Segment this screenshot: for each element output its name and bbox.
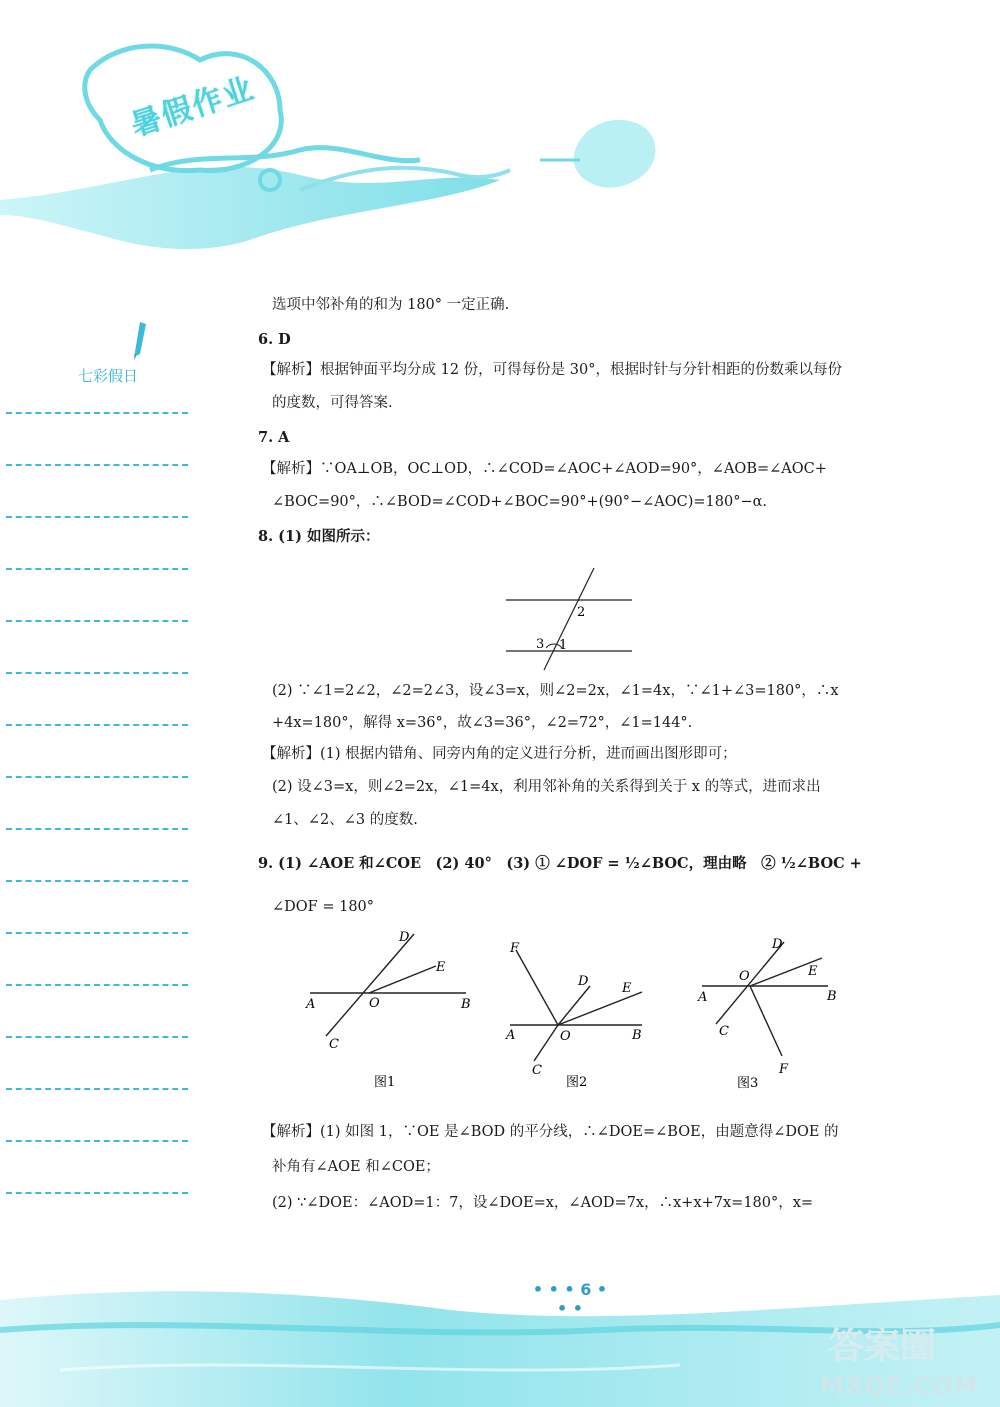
divider bbox=[6, 880, 188, 882]
svg-text:F: F bbox=[779, 1062, 789, 1077]
explanation-line: 【解析】根据钟面平均分成 12 份，可得每份是 30°，根据时针与分针相距的份数乘以每份 bbox=[262, 362, 842, 378]
explanation-line: ∠BOC=90°，∴∠BOD=∠COD+∠BOC=90°+(90°−∠AOC)=180°−α. bbox=[272, 494, 767, 510]
divider bbox=[6, 464, 188, 466]
explanation-line: 【解析】(1) 根据内错角、同旁内角的定义进行分析，进而画出图形即可； bbox=[262, 746, 737, 762]
svg-text:C: C bbox=[719, 1024, 729, 1039]
svg-text:B: B bbox=[827, 989, 837, 1004]
divider bbox=[6, 1036, 188, 1038]
banner-title: 暑假作业 bbox=[126, 70, 260, 144]
watermark-text: MXQE.COM bbox=[820, 1372, 979, 1400]
divider bbox=[6, 620, 188, 622]
svg-text:O: O bbox=[739, 969, 750, 984]
svg-text:D: D bbox=[578, 974, 589, 989]
divider bbox=[6, 1192, 188, 1194]
figure-1 bbox=[296, 926, 486, 1091]
divider bbox=[6, 1088, 188, 1090]
svg-text:E: E bbox=[436, 960, 446, 975]
text-line: (2) ∵∠1=2∠2，∠2=2∠3，设∠3=x，则∠2=2x，∠1=4x，∵∠1+∠3=180°，∴x bbox=[272, 683, 839, 699]
answer-7: 7. A bbox=[258, 429, 290, 446]
divider bbox=[6, 776, 188, 778]
caption-fig1: 图1 bbox=[374, 1075, 396, 1090]
divider bbox=[6, 932, 188, 934]
svg-text:D: D bbox=[399, 930, 410, 945]
svg-text:E: E bbox=[808, 964, 818, 979]
answer-9: 9. (1) ∠AOE 和∠COE (2) 40° (3) ① ∠DOF = ½∠BOC，理由略 ② ½∠BOC + bbox=[258, 855, 862, 872]
divider bbox=[6, 516, 188, 518]
page-number: • • • 6 • • • bbox=[532, 1280, 608, 1318]
divider bbox=[6, 984, 188, 986]
text-line: ∠DOF = 180° bbox=[272, 899, 375, 915]
explanation-line: 【解析】∵OA⊥OB，OC⊥OD，∴∠COD=∠AOC+∠AOD=90°，∠AOB=∠AOC+ bbox=[262, 461, 827, 477]
explanation-line: 的度数，可得答案. bbox=[272, 395, 393, 411]
explanation-line: (2) ∵∠DOE：∠AOD=1：7，设∠DOE=x，∠AOD=7x，∴x+x+7x=180°，x= bbox=[272, 1195, 814, 1211]
caption-fig2: 图2 bbox=[566, 1075, 588, 1090]
angle-label-2: 2 bbox=[577, 605, 586, 620]
svg-text:A: A bbox=[306, 997, 316, 1012]
angle-label-3: 3 bbox=[536, 637, 545, 652]
divider bbox=[6, 672, 188, 674]
explanation-line: (2) 设∠3=x，则∠2=2x，∠1=4x，利用邻补角的关系得到关于 x 的等式，进而求出 bbox=[272, 779, 821, 795]
watermark-logo: 答案圈 bbox=[828, 1326, 937, 1367]
svg-text:D: D bbox=[772, 937, 783, 952]
answer-6: 6. D bbox=[258, 331, 291, 348]
answer-8: 8. (1) 如图所示： bbox=[258, 528, 380, 545]
pen-icon bbox=[132, 320, 154, 362]
transversal-line bbox=[544, 568, 594, 670]
text-line: 选项中邻补角的和为 180° 一定正确. bbox=[272, 297, 510, 313]
svg-text:B: B bbox=[632, 1028, 642, 1043]
svg-text:C: C bbox=[532, 1063, 542, 1078]
svg-text:A: A bbox=[698, 990, 708, 1005]
divider bbox=[6, 828, 188, 830]
caption-fig3: 图3 bbox=[737, 1076, 759, 1091]
figure-2 bbox=[502, 936, 652, 1091]
sidebar-label: 七彩假日 bbox=[78, 367, 139, 385]
svg-text:O: O bbox=[369, 996, 380, 1011]
divider bbox=[6, 1140, 188, 1142]
svg-text:B: B bbox=[461, 997, 471, 1012]
explanation-line: ∠1、∠2、∠3 的度数. bbox=[272, 812, 418, 828]
svg-text:O: O bbox=[560, 1029, 571, 1044]
angle-label-1: 1 bbox=[559, 638, 568, 653]
explanation-line: 【解析】(1) 如图 1，∵OE 是∠BOD 的平分线，∴∠DOE=∠BOE，由题意得∠DOE 的 bbox=[262, 1124, 839, 1140]
divider bbox=[6, 412, 188, 414]
figure-q8 bbox=[500, 562, 640, 672]
divider bbox=[6, 724, 188, 726]
svg-text:C: C bbox=[329, 1037, 339, 1052]
svg-text:A: A bbox=[506, 1028, 516, 1043]
explanation-line: 补角有∠AOE 和∠COE； bbox=[272, 1159, 440, 1175]
svg-text:F: F bbox=[510, 941, 520, 956]
text-line: +4x=180°，解得 x=36°，故∠3=36°，∠2=72°，∠1=144°. bbox=[272, 715, 693, 731]
divider bbox=[6, 568, 188, 570]
figure-3 bbox=[692, 934, 842, 1091]
svg-text:E: E bbox=[622, 981, 632, 996]
